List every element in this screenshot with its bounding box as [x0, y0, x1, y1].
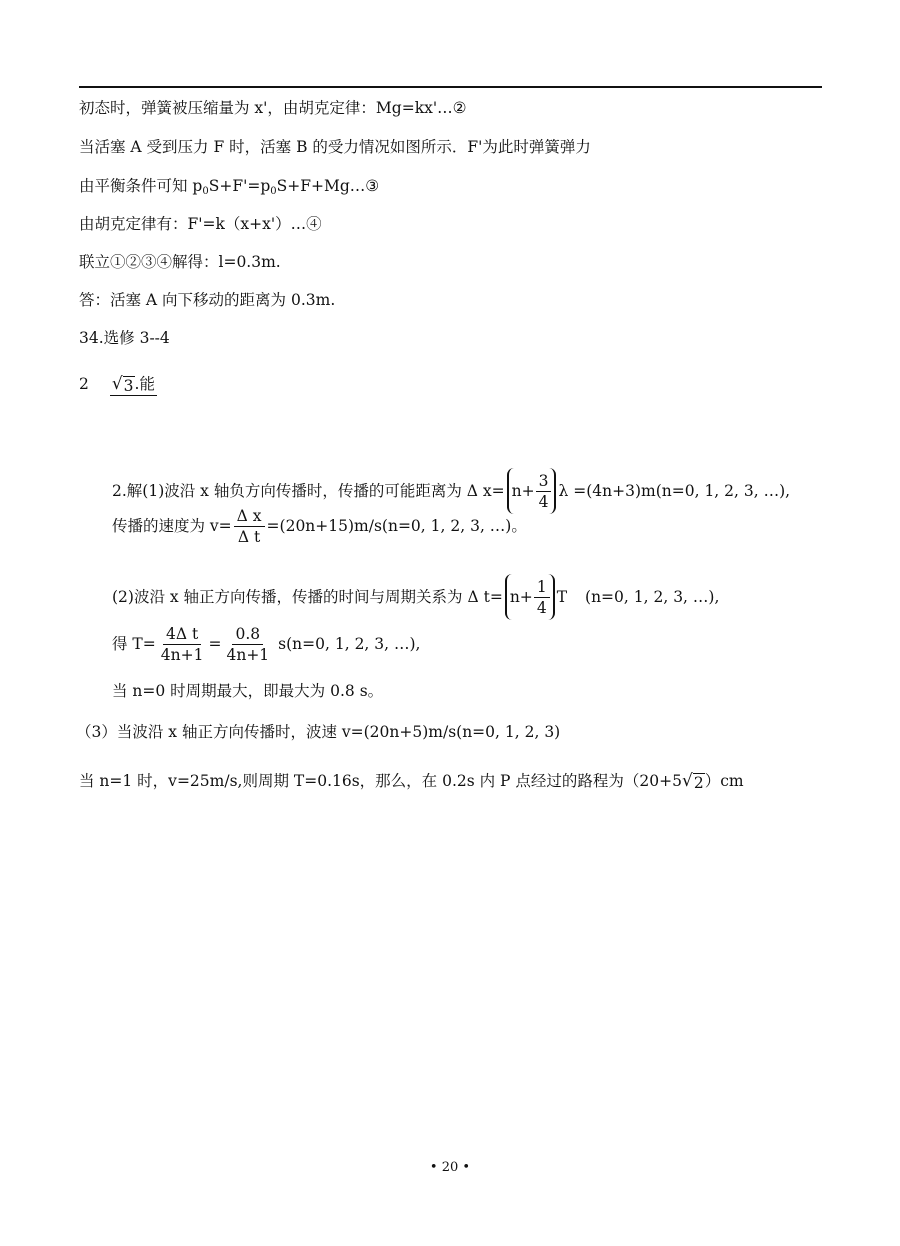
page-number: • 20 • [429, 1160, 471, 1175]
text-line-1: 初态时，弹簧被压缩量为 x'，由胡克定律：Mg=kx'…② [79, 99, 467, 117]
text-line-5: 联立①②③④解得：l=0.3m. [79, 253, 281, 271]
solution-line-1: 2.解(1)波沿 x 轴负方向传播时，传播的可能距离为 Δ x= n+ $\frac{3}{4}$ λ =(4n+3)m(n=0, 1, 2, 3, …), [112, 468, 790, 514]
fraction: $\frac{\text{Δ x}}{\text{Δ t}}$ [234, 506, 265, 547]
paren-expression: n+ $\frac{1}{4}$ [505, 574, 555, 620]
solution-line-5: 当 n=0 时周期最大，即最大为 0.8 s。 [112, 682, 384, 700]
solution-line-4: 得 T= $\frac{\text{4Δ t}}{4n+1}$ = $\frac{0.8}{4n+1}$ s(n=0, 1, 2, 3, …), [112, 624, 421, 664]
solution-line-2: 传播的速度为 v= $\frac{\text{Δ x}}{\text{Δ t}}$ =(20n+15)m/s(n=0, 1, 2, 3, …)。 [112, 506, 527, 546]
solution-line-3: (2)波沿 x 轴正方向传播，传播的时间与周期关系为 Δ t= n+ $\frac{1}{4}$ T (n=0, 1, 2, 3, …), [112, 574, 719, 620]
sqrt-2: √ 2 [682, 771, 704, 792]
fraction: $\frac{0.8}{4n+1}$ [226, 624, 270, 664]
solution-line-7: 当 n=1 时，v=25m/s,则周期 T=0.16s，那么，在 0.2s 内 P 点经过的路程为（20+5 √ 2 ）cm [79, 771, 744, 792]
paren-expression: n+ $\frac{3}{4}$ [507, 468, 557, 514]
solution-line-6: （3）当波沿 x 轴正方向传播时，波速 v=(20n+5)m/s(n=0, 1, 2, 3) [76, 723, 561, 741]
section-heading: 34.选修 3--4 [79, 329, 170, 347]
sqrt-3: √ 3 [111, 374, 134, 395]
header-rule [79, 86, 822, 88]
fraction: $\frac{\text{4Δ t}}{4n+1}$ [160, 624, 204, 664]
text-line-4: 由胡克定律有：F'=k（x+x'）…④ [79, 215, 322, 233]
answer-blank: √ 3 .能 [111, 374, 155, 395]
answer-blank-line: 2 √ 3 .能 [79, 374, 155, 395]
text-line-3: 由平衡条件可知 $p_0S+F'=p_0S+F+Mg\dots ③$ [79, 177, 380, 197]
text-line-6: 答：活塞 A 向下移动的距离为 0.3m. [79, 291, 336, 309]
text-line-2: 当活塞 A 受到压力 F 时，活塞 B 的受力情况如图所示．F'为此时弹簧弹力 [79, 138, 591, 156]
